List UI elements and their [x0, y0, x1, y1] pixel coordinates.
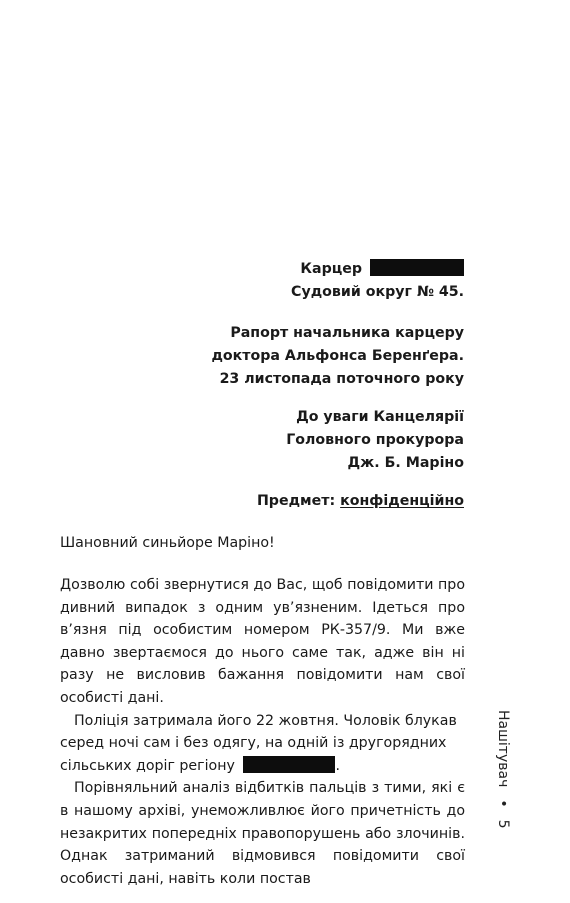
report-date: 23 листопада поточного року	[219, 371, 464, 387]
letterhead	[291, 258, 464, 304]
footer-separator: •	[495, 799, 511, 808]
page-footer	[481, 710, 521, 840]
addressee-block	[286, 406, 464, 475]
prison-label: Карцер	[300, 261, 363, 277]
paragraph-2	[60, 710, 465, 778]
addressee-line-3: Дж. Б. Маріно	[347, 455, 464, 471]
page-number: 5	[495, 819, 511, 829]
book-title: Нашітувач	[495, 710, 511, 788]
addressee-line-1: До уваги Канцелярії	[296, 409, 464, 425]
subject-value: конфіденційно	[340, 493, 464, 509]
redacted-region-name	[243, 756, 335, 773]
paragraph-2-end: .	[335, 757, 340, 774]
redacted-prison-name	[370, 259, 464, 276]
subject-label: Предмет:	[256, 493, 336, 509]
report-author: доктора Альфонса Беренґера.	[211, 348, 464, 364]
paragraph-2-text: Поліція затримала його 22 жовтня. Чоловік блукав серед ночі сам і без одягу, на одній із другорядних сільських доріг регіону	[60, 712, 457, 774]
greeting: Шановний синьйоре Маріно!	[60, 535, 275, 551]
prison-line	[291, 258, 464, 281]
paragraph-3: Порівняльний аналіз відбитків пальців з тими, які є в нашому архіві, унеможливлює його причетність до незакритих попередніх правопорушень або злочинів. Однак затриманий відмовився повідомити свої особисті дані, навіть коли постав	[60, 780, 465, 887]
report-title: Рапорт начальника карцеру	[230, 325, 464, 341]
letter-body	[60, 574, 465, 890]
report-info	[211, 322, 464, 391]
subject-line	[257, 490, 464, 513]
district-line: Судовий округ № 45.	[291, 284, 464, 300]
paragraph-1: Дозволю собі звернутися до Вас, щоб повідомити про дивний випадок з одним ув’язненим. Ідеться про в’язня під особистим номером РК-357/9. Ми вже давно звертаємося до нього саме так, адже він ні разу не висловив бажання повідомити нам свої особисті дані.	[60, 577, 465, 706]
addressee-line-2: Головного прокурора	[286, 432, 464, 448]
